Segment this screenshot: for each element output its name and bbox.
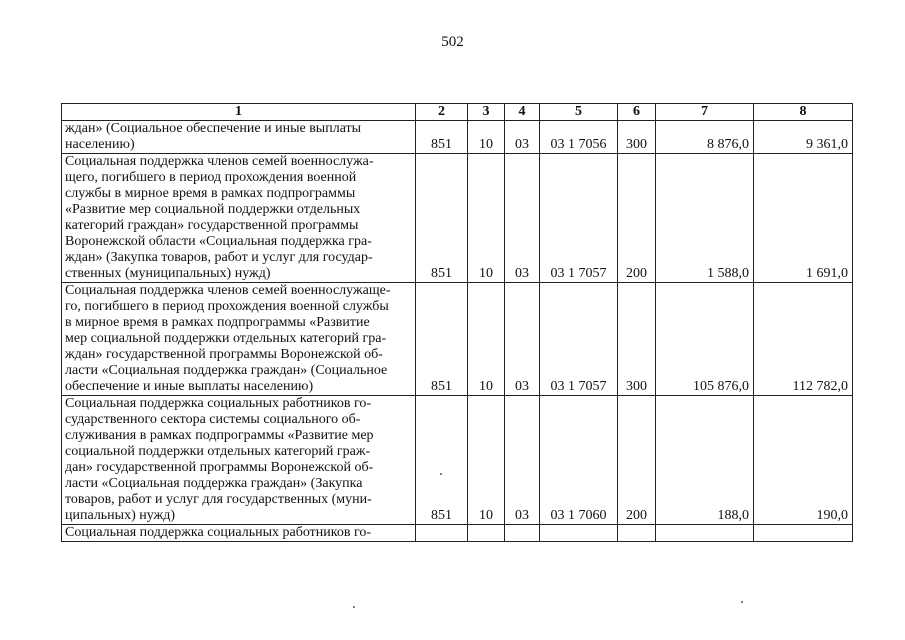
table-row [62, 396, 853, 525]
target-article-code: 03 1 7056 [540, 121, 618, 154]
amount-col7: 1 588,0 [656, 154, 754, 283]
description-line: обеспечение и иные выплаты населению) [65, 379, 314, 394]
amount-col7: 105 876,0 [656, 283, 754, 396]
expense-type-code [618, 525, 656, 542]
ministry-code: 851 [416, 154, 468, 283]
header-cell: 7 [656, 104, 754, 121]
expense-type-code: 200 [618, 154, 656, 283]
subsection-code: 03 [505, 121, 540, 154]
ministry-code [416, 525, 468, 542]
section-code: 10 [468, 154, 505, 283]
subsection-code: 03 [505, 283, 540, 396]
description-line: ласти «Социальная поддержка граждан» (Социальное [65, 363, 388, 378]
row-description [62, 154, 416, 283]
description-line: мер социальной поддержки отдельных категорий гра- [65, 331, 387, 346]
description-line: сударственного сектора системы социального об- [65, 412, 361, 427]
description-line: го, погибшего в период прохождения военной службы [65, 299, 389, 314]
description-line: категорий граждан» государственной программы [65, 218, 359, 233]
description-line: Социальная поддержка членов семей военнослужа- [65, 154, 374, 169]
description-line: населению) [65, 137, 135, 152]
section-code: 10 [468, 283, 505, 396]
description-line: ждан» государственной программы Воронежской об- [65, 347, 383, 362]
table-row [62, 121, 853, 154]
header-cell: 8 [754, 104, 853, 121]
amount-col7: 8 876,0 [656, 121, 754, 154]
scan-speck [741, 601, 743, 603]
description-line: в мирное время в рамках подпрограммы «Развитие [65, 315, 370, 330]
header-cell: 5 [540, 104, 618, 121]
description-line: социальной поддержки отдельных категорий граж- [65, 444, 371, 459]
header-cell: 1 [62, 104, 416, 121]
ministry-code: 851 [416, 121, 468, 154]
header-row [62, 104, 853, 121]
amount-col8 [754, 525, 853, 542]
subsection-code [505, 525, 540, 542]
header-cell: 6 [618, 104, 656, 121]
page-number: 502 [441, 34, 464, 50]
subsection-code: 03 [505, 396, 540, 525]
amount-col8: 112 782,0 [754, 283, 853, 396]
description-line: службы в мирное время в рамках подпрограммы [65, 186, 356, 201]
expense-type-code: 300 [618, 283, 656, 396]
description-line: Воронежской области «Социальная поддержка гра- [65, 234, 372, 249]
target-article-code: 03 1 7057 [540, 283, 618, 396]
description-line: ственных (муниципальных) нужд) [65, 266, 271, 281]
section-code: 10 [468, 396, 505, 525]
description-line: Социальная поддержка социальных работников го- [65, 396, 372, 411]
target-article-code: 03 1 7057 [540, 154, 618, 283]
description-line: Социальная поддержка социальных работников го- [65, 525, 372, 540]
description-line: товаров, работ и услуг для государственных (муни- [65, 492, 372, 507]
target-article-code [540, 525, 618, 542]
amount-col7: 188,0 [656, 396, 754, 525]
description-line: Социальная поддержка членов семей военнослужаще- [65, 283, 391, 298]
row-description [62, 396, 416, 525]
section-code: 10 [468, 121, 505, 154]
header-cell: 4 [505, 104, 540, 121]
row-description [62, 283, 416, 396]
amount-col8: 190,0 [754, 396, 853, 525]
description-line: ласти «Социальная поддержка граждан» (Закупка [65, 476, 363, 491]
scan-speck [353, 606, 355, 608]
description-line: щего, погибшего в период прохождения военной [65, 170, 357, 185]
description-line: ждан» (Закупка товаров, работ и услуг для государ- [65, 250, 373, 265]
budget-table [61, 103, 853, 542]
table-row [62, 283, 853, 396]
subsection-code: 03 [505, 154, 540, 283]
amount-col7 [656, 525, 754, 542]
table-row [62, 154, 853, 283]
scan-speck [440, 473, 442, 475]
expense-type-code: 200 [618, 396, 656, 525]
target-article-code: 03 1 7060 [540, 396, 618, 525]
expense-type-code: 300 [618, 121, 656, 154]
ministry-code: 851 [416, 396, 468, 525]
description-line: «Развитие мер социальной поддержки отдельных [65, 202, 361, 217]
amount-col8: 9 361,0 [754, 121, 853, 154]
ministry-code: 851 [416, 283, 468, 396]
description-line: ципальных) нужд) [65, 508, 176, 523]
section-code [468, 525, 505, 542]
description-line: служивания в рамках подпрограммы «Развитие мер [65, 428, 374, 443]
amount-col8: 1 691,0 [754, 154, 853, 283]
table-row [62, 525, 853, 542]
description-line: ждан» (Социальное обеспечение и иные выплаты [65, 121, 362, 136]
row-description [62, 121, 416, 154]
header-cell: 3 [468, 104, 505, 121]
header-cell: 2 [416, 104, 468, 121]
row-description [62, 525, 416, 542]
description-line: дан» государственной программы Воронежской об- [65, 460, 374, 475]
